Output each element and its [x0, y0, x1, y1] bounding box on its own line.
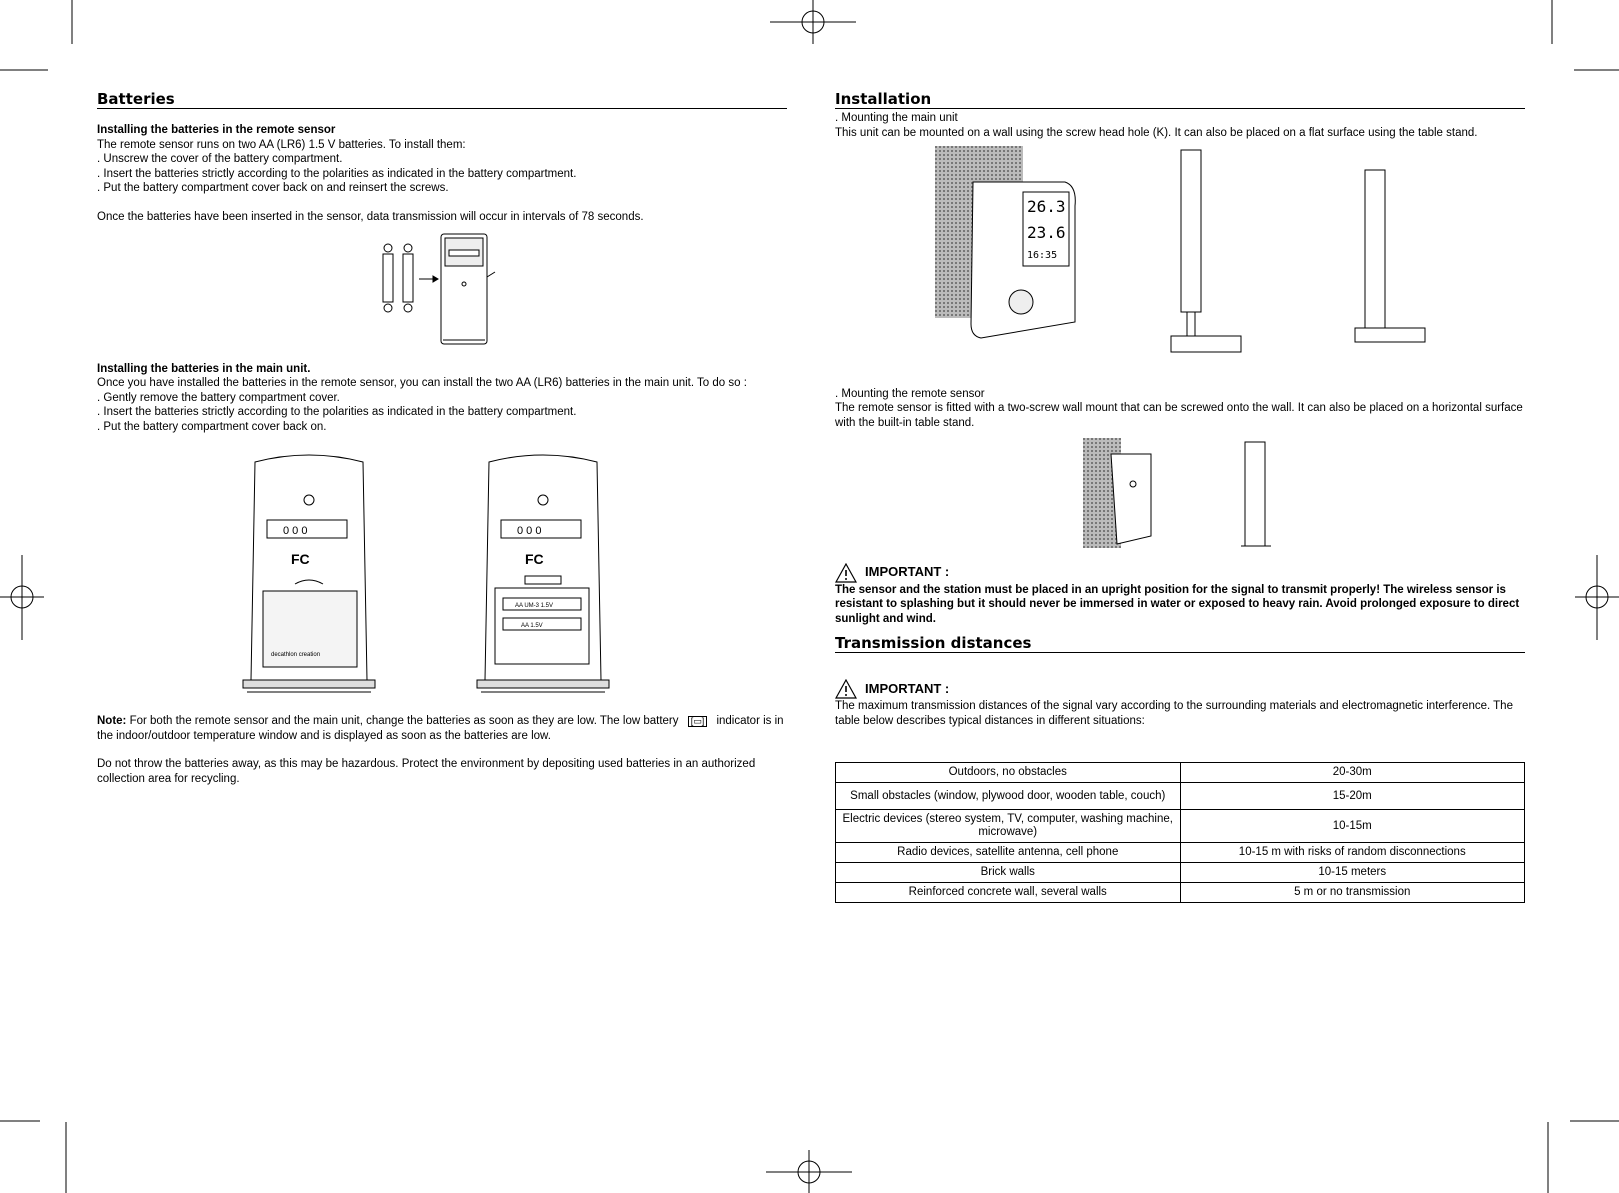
- note-paragraph: [97, 714, 787, 743]
- main-step: . Put the battery compartment cover back on.: [97, 420, 327, 433]
- distance-cell: 15-20m: [1180, 783, 1525, 810]
- unit2-fcc-mark: FC: [525, 551, 544, 567]
- table-row: [836, 843, 1525, 863]
- table-row: [836, 783, 1525, 810]
- warning-icon: [835, 563, 857, 583]
- distance-cell: 10-15 meters: [1180, 863, 1525, 883]
- situation-cell: Brick walls: [836, 863, 1181, 883]
- unit2-battery-label2: AA 1.5V: [521, 623, 543, 629]
- lcd-line-2: 23.6: [1027, 223, 1066, 242]
- lcd-line-1: 26.3: [1027, 197, 1066, 216]
- note-text-after: indicator is in the indoor/outdoor temperature window and is displayed as soon as the batteries are low.: [97, 715, 784, 742]
- main-battery-intro: Once you have installed the batteries in the remote sensor, you can install the two AA (LR6) batteries in the main unit. To do so :: [97, 377, 747, 389]
- transmission-distance-table: [835, 762, 1525, 903]
- remote-mount-title: . Mounting the remote sensor: [835, 387, 985, 400]
- remote-sensor-mounting-illustration: [835, 434, 1525, 552]
- main-battery-title: Installing the batteries in the main unit.: [97, 362, 311, 375]
- table-row: [836, 883, 1525, 903]
- recycle-text: Do not throw the batteries away, as this may be hazardous. Protect the environment by depositing used batteries in an authorized collection area for recycling.: [97, 758, 756, 785]
- table-row: [836, 810, 1525, 843]
- main-mount-title: . Mounting the main unit: [835, 112, 958, 124]
- distance-cell: 10-15m: [1180, 810, 1525, 843]
- unit2-display: 0 0 0: [517, 525, 542, 537]
- unit1-brand: decathlon creation: [271, 652, 321, 658]
- distance-cell: 10-15 m with risks of random disconnections: [1180, 843, 1525, 863]
- low-battery-icon: [▭]: [688, 716, 708, 727]
- remote-step: . Unscrew the cover of the battery compartment.: [97, 153, 343, 165]
- transmission-interval-text: Once the batteries have been inserted in the sensor, data transmission will occur in intervals of 78 seconds.: [97, 210, 644, 223]
- important-label-1: IMPORTANT :: [865, 564, 950, 580]
- remote-step: . Insert the batteries strictly according to the polarities as indicated in the battery compartment.: [97, 167, 577, 180]
- batteries-column: [97, 86, 787, 786]
- lcd-line-3: 16:35: [1027, 250, 1058, 261]
- remote-mount-text: The remote sensor is fitted with a two-screw wall mount that can be screwed onto the wall. It can also be placed on a horizontal surface with the built-in table stand.: [835, 402, 1523, 429]
- important-heading-2: [835, 679, 1525, 699]
- unit1-display: 0 0 0: [283, 525, 308, 537]
- warning-icon: [835, 679, 857, 699]
- main-mount-text: This unit can be mounted on a wall using the screw head hole (K). It can also be placed on a flat surface using the table stand.: [835, 126, 1478, 139]
- installation-column: [835, 86, 1525, 903]
- transmission-heading: Transmission distances: [835, 634, 1525, 653]
- remote-step: . Put the battery compartment cover back on and reinsert the screws.: [97, 182, 449, 194]
- distance-cell: 20-30m: [1180, 763, 1525, 783]
- remote-sensor-battery-illustration: [97, 232, 787, 357]
- distance-cell: 5 m or no transmission: [1180, 883, 1525, 903]
- situation-cell: Electric devices (stereo system, TV, computer, washing machine, microwave): [836, 810, 1181, 843]
- note-label: Note:: [97, 715, 127, 727]
- situation-cell: Outdoors, no obstacles: [836, 763, 1181, 783]
- important-heading-1: [835, 563, 1525, 583]
- batteries-heading: Batteries: [97, 90, 787, 109]
- note-text-before: For both the remote sensor and the main unit, change the batteries as soon as they are low. The low battery: [129, 715, 679, 727]
- table-row: [836, 863, 1525, 883]
- situation-cell: Small obstacles (window, plywood door, wooden table, couch): [836, 783, 1181, 810]
- unit2-battery-label: AA UM-3 1.5V: [515, 603, 554, 609]
- important-text-1: The sensor and the station must be placed in an upright position for the signal to transmit properly! The wireless sensor is resistant to splashing but it should never be immersed in water or exposed to heavy rain. Avoid prolonged exposure to direct sunlight and wind.: [835, 583, 1520, 625]
- main-step: . Gently remove the battery compartment cover.: [97, 391, 340, 404]
- remote-battery-title: Installing the batteries in the remote sensor: [97, 124, 336, 136]
- important-text-2: The maximum transmission distances of the signal vary according to the surrounding materials and electromagnetic interference. The table below describes typical distances in different situations:: [835, 700, 1513, 727]
- remote-battery-intro: The remote sensor runs on two AA (LR6) 1.5 V batteries. To install them:: [97, 138, 466, 151]
- installation-heading: Installation: [835, 90, 1525, 109]
- situation-cell: Reinforced concrete wall, several walls: [836, 883, 1181, 903]
- unit1-fcc-mark: FC: [291, 551, 310, 567]
- main-unit-battery-illustrations: [97, 448, 787, 710]
- important-label-2: IMPORTANT :: [865, 680, 950, 696]
- table-row: [836, 763, 1525, 783]
- main-unit-mounting-illustration: [835, 146, 1525, 378]
- situation-cell: Radio devices, satellite antenna, cell phone: [836, 843, 1181, 863]
- main-step: . Insert the batteries strictly according to the polarities as indicated in the battery compartment.: [97, 406, 577, 418]
